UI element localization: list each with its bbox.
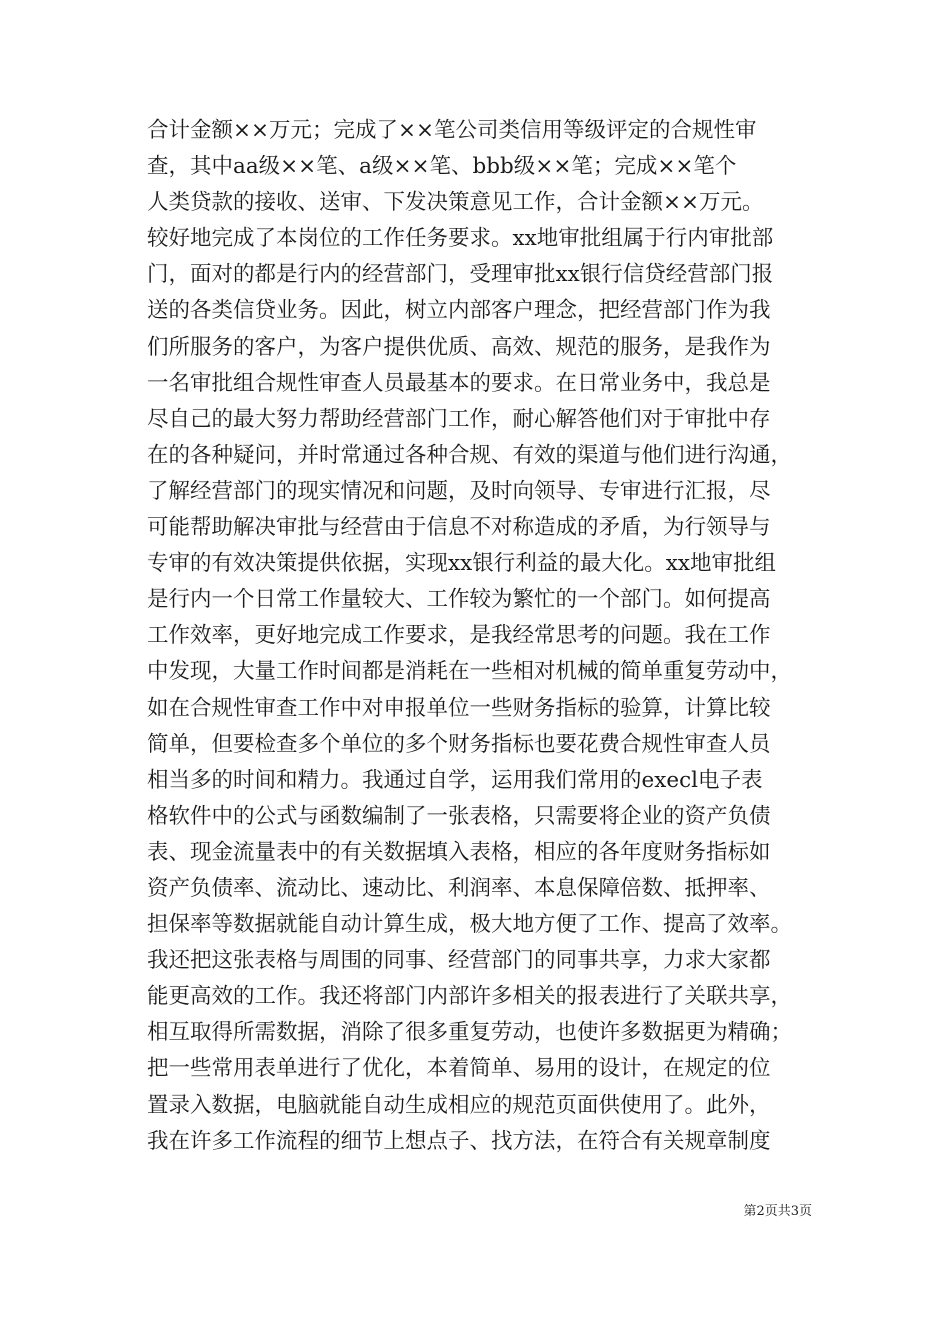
body-text-line: 了解经营部门的现实情况和问题，及时向领导、专审进行汇报，尽 (147, 478, 771, 504)
body-text-line: 是行内一个日常工作量较大、工作较为繁忙的一个部门。如何提高 (147, 587, 771, 613)
body-text-line: 资产负债率、流动比、速动比、利润率、本息保障倍数、抵押率、 (147, 875, 771, 901)
body-text-line: 如在合规性审查工作中对申报单位一些财务指标的验算，计算比较 (147, 695, 771, 721)
body-text-line: 能更高效的工作。我还将部门内部许多相关的报表进行了关联共享， (147, 984, 793, 1010)
body-text-line: 表、现金流量表中的有关数据填入表格，相应的各年度财务指标如 (147, 839, 771, 865)
body-text-line: 把一些常用表单进行了优化，本着简单、易用的设计，在规定的位 (147, 1056, 771, 1082)
body-text-line: 中发现，大量工作时间都是消耗在一些相对机械的简单重复劳动中， (147, 659, 793, 685)
body-text-line: 人类贷款的接收、送审、下发决策意见工作，合计金额××万元。 (147, 190, 764, 216)
body-text-line: 门，面对的都是行内的经营部门，受理审批xx银行信贷经营部门报 (147, 262, 774, 288)
body-text-line: 担保率等数据就能自动计算生成，极大地方便了工作、提高了效率。 (147, 912, 793, 938)
body-text-line: 可能帮助解决审批与经营由于信息不对称造成的矛盾，为行领导与 (147, 515, 771, 541)
body-text (147, 113, 812, 1160)
body-text-line: 格软件中的公式与函数编制了一张表格，只需要将企业的资产负债 (147, 803, 771, 829)
body-text-line: 在的各种疑问，并时常通过各种合规、有效的渠道与他们进行沟通， (147, 442, 793, 468)
body-text-line: 送的各类信贷业务。因此，树立内部客户理念，把经营部门作为我 (147, 298, 771, 324)
page-number-footer: 第2页共3页 (743, 1204, 812, 1219)
body-text-line: 相互取得所需数据，消除了很多重复劳动，也使许多数据更为精确； (147, 1020, 793, 1046)
body-text-line: 合计金额××万元；完成了××笔公司类信用等级评定的合规性审 (147, 118, 757, 143)
body-text-line: 尽自己的最大努力帮助经营部门工作，耐心解答他们对于审批中存 (147, 406, 771, 432)
body-text-line: 我还把这张表格与周围的同事、经营部门的同事共享，力求大家都 (147, 948, 771, 974)
body-text-line: 查，其中aa级××笔、a级××笔、bbb级××笔；完成××笔个 (147, 154, 737, 180)
body-text-line: 专审的有效决策提供依据，实现xx银行利益的最大化。xx地审批组 (147, 551, 777, 577)
body-text-line: 一名审批组合规性审查人员最基本的要求。在日常业务中，我总是 (147, 370, 771, 396)
body-text-line: 置录入数据，电脑就能自动生成相应的规范页面供使用了。此外， (147, 1092, 771, 1118)
body-text-line: 我在许多工作流程的细节上想点子、找方法，在符合有关规章制度 (147, 1128, 771, 1154)
body-text-line: 相当多的时间和精力。我通过自学，运用我们常用的execl电子表 (147, 767, 763, 793)
body-text-line: 简单，但要检查多个单位的多个财务指标也要花费合规性审查人员 (147, 731, 771, 757)
body-text-line: 较好地完成了本岗位的工作任务要求。xx地审批组属于行内审批部 (147, 226, 774, 252)
body-text-line: 们所服务的客户，为客户提供优质、高效、规范的服务，是我作为 (147, 334, 771, 360)
body-text-line: 工作效率，更好地完成工作要求，是我经常思考的问题。我在工作 (147, 623, 771, 649)
